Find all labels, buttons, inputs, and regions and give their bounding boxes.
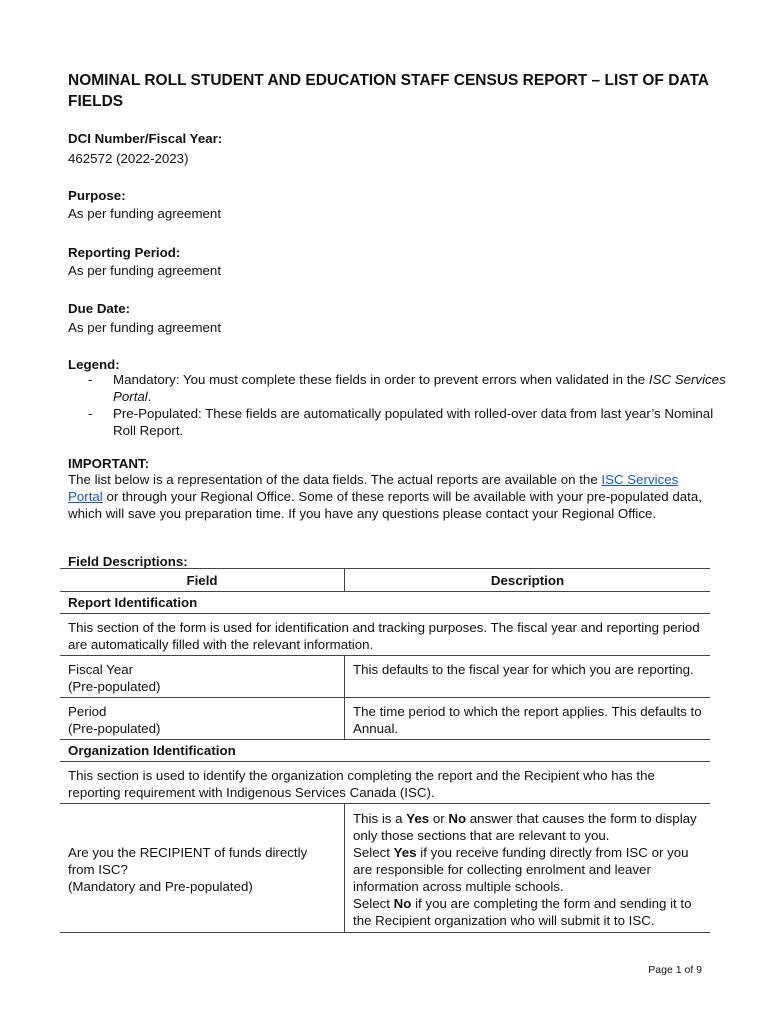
section-description-organization-identification: This section is used to identify the organization completing the report and the Recipient who has the reporting requirement with Indigenous Services Canada (ISC). xyxy=(60,762,710,804)
legend-item-mandatory xyxy=(88,372,728,405)
section-row xyxy=(60,592,710,614)
table-row xyxy=(60,656,710,698)
field-cell xyxy=(60,698,345,740)
desc-text: if you receive funding directly from ISC or you are responsible for collecting enrolment and leaver information across multiple schools. xyxy=(353,845,689,894)
field-cell xyxy=(60,804,345,933)
section-description-row xyxy=(60,762,710,804)
section-title-report-identification: Report Identification xyxy=(60,592,710,614)
field-note: (Pre-populated) xyxy=(68,721,161,736)
desc-bold-yes: Yes xyxy=(393,845,417,860)
purpose-label: Purpose: xyxy=(68,188,126,203)
legend-item-emphasis: ISC Services Portal xyxy=(113,372,726,404)
field-descriptions-table xyxy=(60,568,710,933)
legend-label: Legend: xyxy=(68,357,120,372)
legend-item-prepopulated xyxy=(88,406,728,439)
dci-value: 462572 (2022-2023) xyxy=(68,151,189,166)
important-text-after: or through your Regional Office. Some of these reports will be available with your pre-populated data, which will save you preparation time. If you have any questions please contact your Regional Office. xyxy=(68,489,702,521)
desc-bold-no: No xyxy=(393,896,412,911)
page-number: Page 1 of 9 xyxy=(648,964,702,976)
desc-bold-no: No xyxy=(448,811,467,826)
field-name: Are you the RECIPIENT of funds directly from ISC? xyxy=(68,845,308,877)
description-cell: This defaults to the fiscal year for which you are reporting. xyxy=(345,656,711,698)
important-text xyxy=(68,471,708,522)
important-text-before: The list below is a representation of the data fields. The actual reports are available on the xyxy=(68,472,602,487)
description-paragraph xyxy=(353,844,702,895)
legend-item-suffix: . xyxy=(147,388,152,404)
desc-text: Select xyxy=(353,845,394,860)
field-note: (Mandatory and Pre-populated) xyxy=(68,879,253,894)
field-column-header: Field xyxy=(60,569,345,592)
desc-text: or xyxy=(429,811,449,826)
desc-bold-yes: Yes xyxy=(406,811,430,826)
field-name: Period xyxy=(68,704,107,719)
field-note: (Pre-populated) xyxy=(68,679,161,694)
section-title-organization-identification: Organization Identification xyxy=(60,740,710,762)
description-paragraph xyxy=(353,810,702,844)
document-title: NOMINAL ROLL STUDENT AND EDUCATION STAFF CENSUS REPORT – LIST OF DATA FIELDS xyxy=(68,72,709,110)
legend-dash: - xyxy=(88,372,93,387)
legend-item-text: Mandatory: You must complete these fields in order to prevent errors when validated in the xyxy=(113,372,649,387)
legend-dash: - xyxy=(88,406,93,421)
description-column-header: Description xyxy=(345,569,711,592)
desc-text: This is a xyxy=(353,811,407,826)
desc-text: if you are completing the form and sending it to the Recipient organization who will submit it to ISC. xyxy=(353,896,692,928)
desc-text: answer that causes the form to display only those sections that are relevant to you. xyxy=(353,811,697,843)
important-label: IMPORTANT: xyxy=(68,456,150,471)
legend-list xyxy=(88,372,728,440)
desc-text: Select xyxy=(353,896,394,911)
legend-item-text: Pre-Populated: These fields are automatically populated with rolled-over data from last year’s Nominal Roll Report. xyxy=(113,406,714,438)
section-description-report-identification: This section of the form is used for identification and tracking purposes. The fiscal year and reporting period are automatically filled with the relevant information. xyxy=(60,614,710,656)
field-descriptions-label: Field Descriptions: xyxy=(68,554,188,569)
table-row xyxy=(60,804,710,933)
section-description-row xyxy=(60,614,710,656)
table-header-row xyxy=(60,569,710,592)
dci-label: DCI Number/Fiscal Year: xyxy=(68,131,223,146)
section-row xyxy=(60,740,710,762)
due-date-label: Due Date: xyxy=(68,301,131,316)
description-cell: The time period to which the report applies. This defaults to Annual. xyxy=(345,698,711,740)
table-row xyxy=(60,698,710,740)
purpose-value: As per funding agreement xyxy=(68,206,222,221)
field-name: Fiscal Year xyxy=(68,662,134,677)
reporting-period-label: Reporting Period: xyxy=(68,245,181,260)
isc-services-portal-link[interactable]: ISC Services Portal xyxy=(68,472,679,504)
field-cell xyxy=(60,656,345,698)
description-cell xyxy=(345,804,711,933)
description-paragraph xyxy=(353,895,702,929)
due-date-value: As per funding agreement xyxy=(68,320,222,335)
reporting-period-value: As per funding agreement xyxy=(68,263,222,278)
